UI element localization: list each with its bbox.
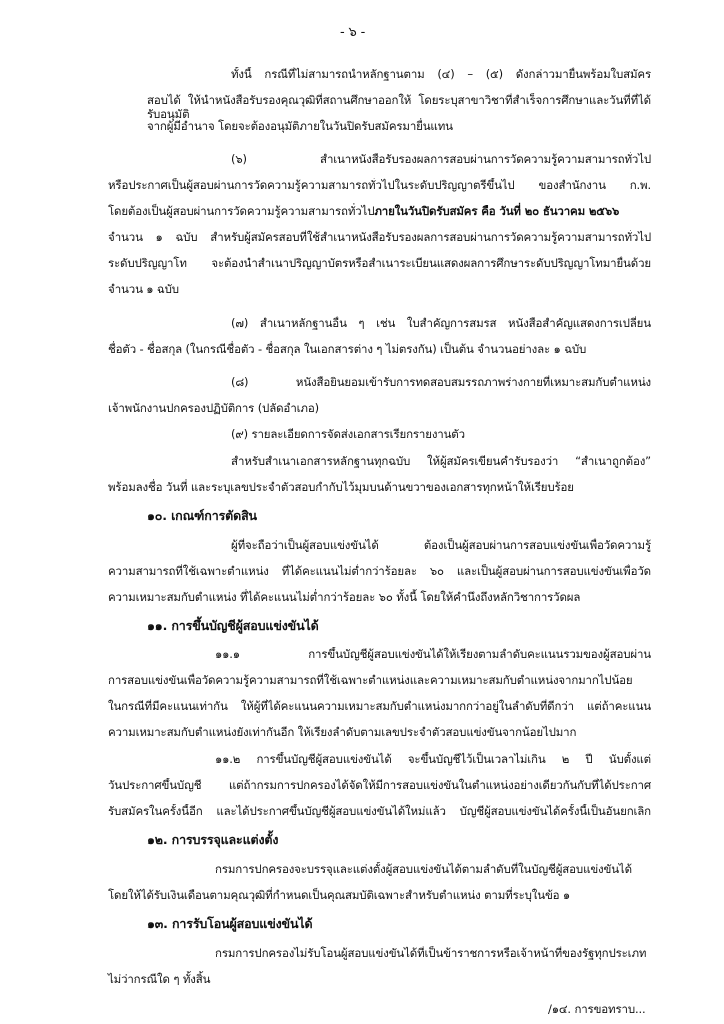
sec11-1-line-4: ความเหมาะสมกับตำแหน่งยังเท่ากันอีก ให้เรียงลำดับตามเลขประจำตัวสอบแข่งขันจากน้อยไปมาก: [108, 725, 577, 739]
sec11-2-line-3: รับสมัครในครั้งนี้อีก และได้ประกาศขึ้นบัญชีผู้สอบแข่งขันได้ใหม่แล้ว บัญชีผู้สอบแข่งขันได้ครั้งนี้เป็นอันยกเลิก: [108, 804, 651, 818]
item8-line-1: (๘) หนังสือยินยอมเข้ารับการทดสอบสมรรถภาพร่างกายที่เหมาะสมกับตำแหน่ง: [231, 375, 651, 389]
item6-line-4: จำนวน ๑ ฉบับ สำหรับผู้สมัครสอบที่ใช้สำเนาหนังสือรับรองผลการสอบผ่านการวัดความรู้ความสามารถทั่วไป: [108, 230, 651, 244]
intro-line-2: สอบได้ ให้นำหนังสือรับรองคุณวุฒิที่สถานศึกษาออกให้ โดยระบุสาขาวิชาที่สำเร็จการศึกษาและวันที่ที่ได้รับอนุมัติ: [147, 93, 651, 121]
sec13-line-1: กรมการปกครองไม่รับโอนผู้สอบแข่งขันได้ที่เป็นข้าราชการหรือเจ้าหน้าที่ของรัฐทุกประเภท: [215, 946, 647, 960]
sec11-1-line-1: ๑๑.๑ การขึ้นบัญชีผู้สอบแข่งขันได้ให้เรียงตามลำดับคะแนนรวมของผู้สอบผ่าน: [215, 647, 651, 661]
item6-line-3: [108, 204, 651, 218]
section-10-heading: ๑๐. เกณฑ์การตัดสิน: [147, 508, 257, 523]
item6-line-2: หรือประกาศเป็นผู้สอบผ่านการวัดความรู้ความสามารถทั่วไปในระดับปริญญาตรีขึ้นไป ของสำนักงาน ก.พ.: [108, 178, 651, 192]
sec10-line-3: ความเหมาะสมกับตำแหน่ง ที่ได้คะแนนไม่ต่ำกว่าร้อยละ ๖๐ ทั้งนี้ โดยให้คำนึงถึงหลักวิชาการวัดผล: [108, 590, 581, 604]
section-11-heading: ๑๑. การขึ้นบัญชีผู้สอบแข่งขันได้: [147, 618, 319, 633]
intro-line-3: จากผู้มีอำนาจ โดยจะต้องอนุมัติภายในวันปิดรับสมัครมายื่นแทน: [147, 119, 453, 133]
certify-line-2: พร้อมลงชื่อ วันที่ และระบุเลขประจำตัวสอบกำกับไว้มุมบนด้านขวาของเอกสารทุกหน้าให้เรียบร้อย: [108, 480, 574, 494]
section-13-heading: ๑๓. การรับโอนผู้สอบแข่งขันได้: [147, 916, 313, 931]
item7-line-2: ชื่อตัว - ชื่อสกุล (ในกรณีชื่อตัว - ชื่อสกุล ในเอกสารต่าง ๆ ไม่ตรงกัน) เป็นต้น จำนวนอย่างละ ๑ ฉบับ: [108, 342, 587, 356]
page-number: - ๖ -: [340, 25, 366, 40]
sec11-2-line-2: วันประกาศขึ้นบัญชี แต่ถ้ากรมการปกครองได้จัดให้มีการสอบแข่งขันในตำแหน่งอย่างเดียวกันกับที่ได้ประกาศ: [108, 778, 651, 792]
item6-deadline: ภายในวันปิดรับสมัคร คือ วันที่ ๒๐ ธันวาคม ๒๕๖๖: [374, 204, 620, 218]
item6-line-5: ระดับปริญญาโท จะต้องนำสำเนาปริญญาบัตรหรือสำเนาระเบียนแสดงผลการศึกษาระดับปริญญาโทมายื่นด้วย: [108, 256, 651, 270]
item9-line-1: (๙) รายละเอียดการจัดส่งเอกสารเรียกรายงานตัว: [231, 427, 465, 441]
sec11-1-line-3: ในกรณีที่มีคะแนนเท่ากัน ให้ผู้ที่ได้คะแนนความเหมาะสมกับตำแหน่งมากกว่าอยู่ในลำดับที่ดีกว่า แต่ถ้าคะแนน: [108, 699, 651, 713]
intro-line-1: ทั้งนี้ กรณีที่ไม่สามารถนำหลักฐานตาม (๔) – (๕) ดังกล่าวมายื่นพร้อมใบสมัคร: [231, 67, 651, 81]
sec11-1-line-2: การสอบแข่งขันเพื่อวัดความรู้ความสามารถที่ใช้เฉพาะตำแหน่งและความเหมาะสมกับตำแหน่งจากมากไปน้อย: [108, 673, 633, 687]
sec10-line-2: ความสามารถที่ใช้เฉพาะตำแหน่ง ที่ได้คะแนนไม่ต่ำกว่าร้อยละ ๖๐ และเป็นผู้สอบผ่านการสอบแข่งขันเพื่อวัด: [108, 564, 651, 578]
item6-line-6: จำนวน ๑ ฉบับ: [108, 282, 179, 296]
item6-line-3-text: โดยต้องเป็นผู้สอบผ่านการวัดความรู้ความสามารถทั่วไป: [108, 204, 375, 218]
item6-line-1: (๖) สำเนาหนังสือรับรองผลการสอบผ่านการวัดความรู้ความสามารถทั่วไป: [231, 152, 651, 166]
sec10-line-1: ผู้ที่จะถือว่าเป็นผู้สอบแข่งขันได้ ต้องเป็นผู้สอบผ่านการสอบแข่งขันเพื่อวัดความรู้: [231, 538, 651, 552]
item7-line-1: (๗) สำเนาหลักฐานอื่น ๆ เช่น ใบสำคัญการสมรส หนังสือสำคัญแสดงการเปลี่ยน: [231, 316, 651, 330]
sec12-line-1: กรมการปกครองจะบรรจุและแต่งตั้งผู้สอบแข่งขันได้ตามลำดับที่ในบัญชีผู้สอบแข่งขันได้: [215, 862, 632, 876]
certify-line-1: สำหรับสำเนาเอกสารหลักฐานทุกฉบับ ให้ผู้สมัครเขียนคำรับรองว่า “สำเนาถูกต้อง”: [231, 454, 651, 468]
sec13-line-2: ไม่ว่ากรณีใด ๆ ทั้งสิ้น: [108, 972, 211, 986]
sec12-line-2: โดยให้ได้รับเงินเดือนตามคุณวุฒิที่กำหนดเป็นคุณสมบัติเฉพาะสำหรับตำแหน่ง ตามที่ระบุในข้อ ๑: [108, 888, 571, 902]
sec11-2-line-1: ๑๑.๒ การขึ้นบัญชีผู้สอบแข่งขันได้ จะขึ้นบัญชีไว้เป็นเวลาไม่เกิน ๒ ปี นับตั้งแต่: [215, 752, 651, 766]
section-12-heading: ๑๒. การบรรจุและแต่งตั้ง: [147, 832, 279, 847]
continuation-marker: /๑๔. การขอทราบ...: [548, 1002, 646, 1016]
item8-line-2: เจ้าพนักงานปกครองปฏิบัติการ (ปลัดอำเภอ): [108, 401, 319, 415]
